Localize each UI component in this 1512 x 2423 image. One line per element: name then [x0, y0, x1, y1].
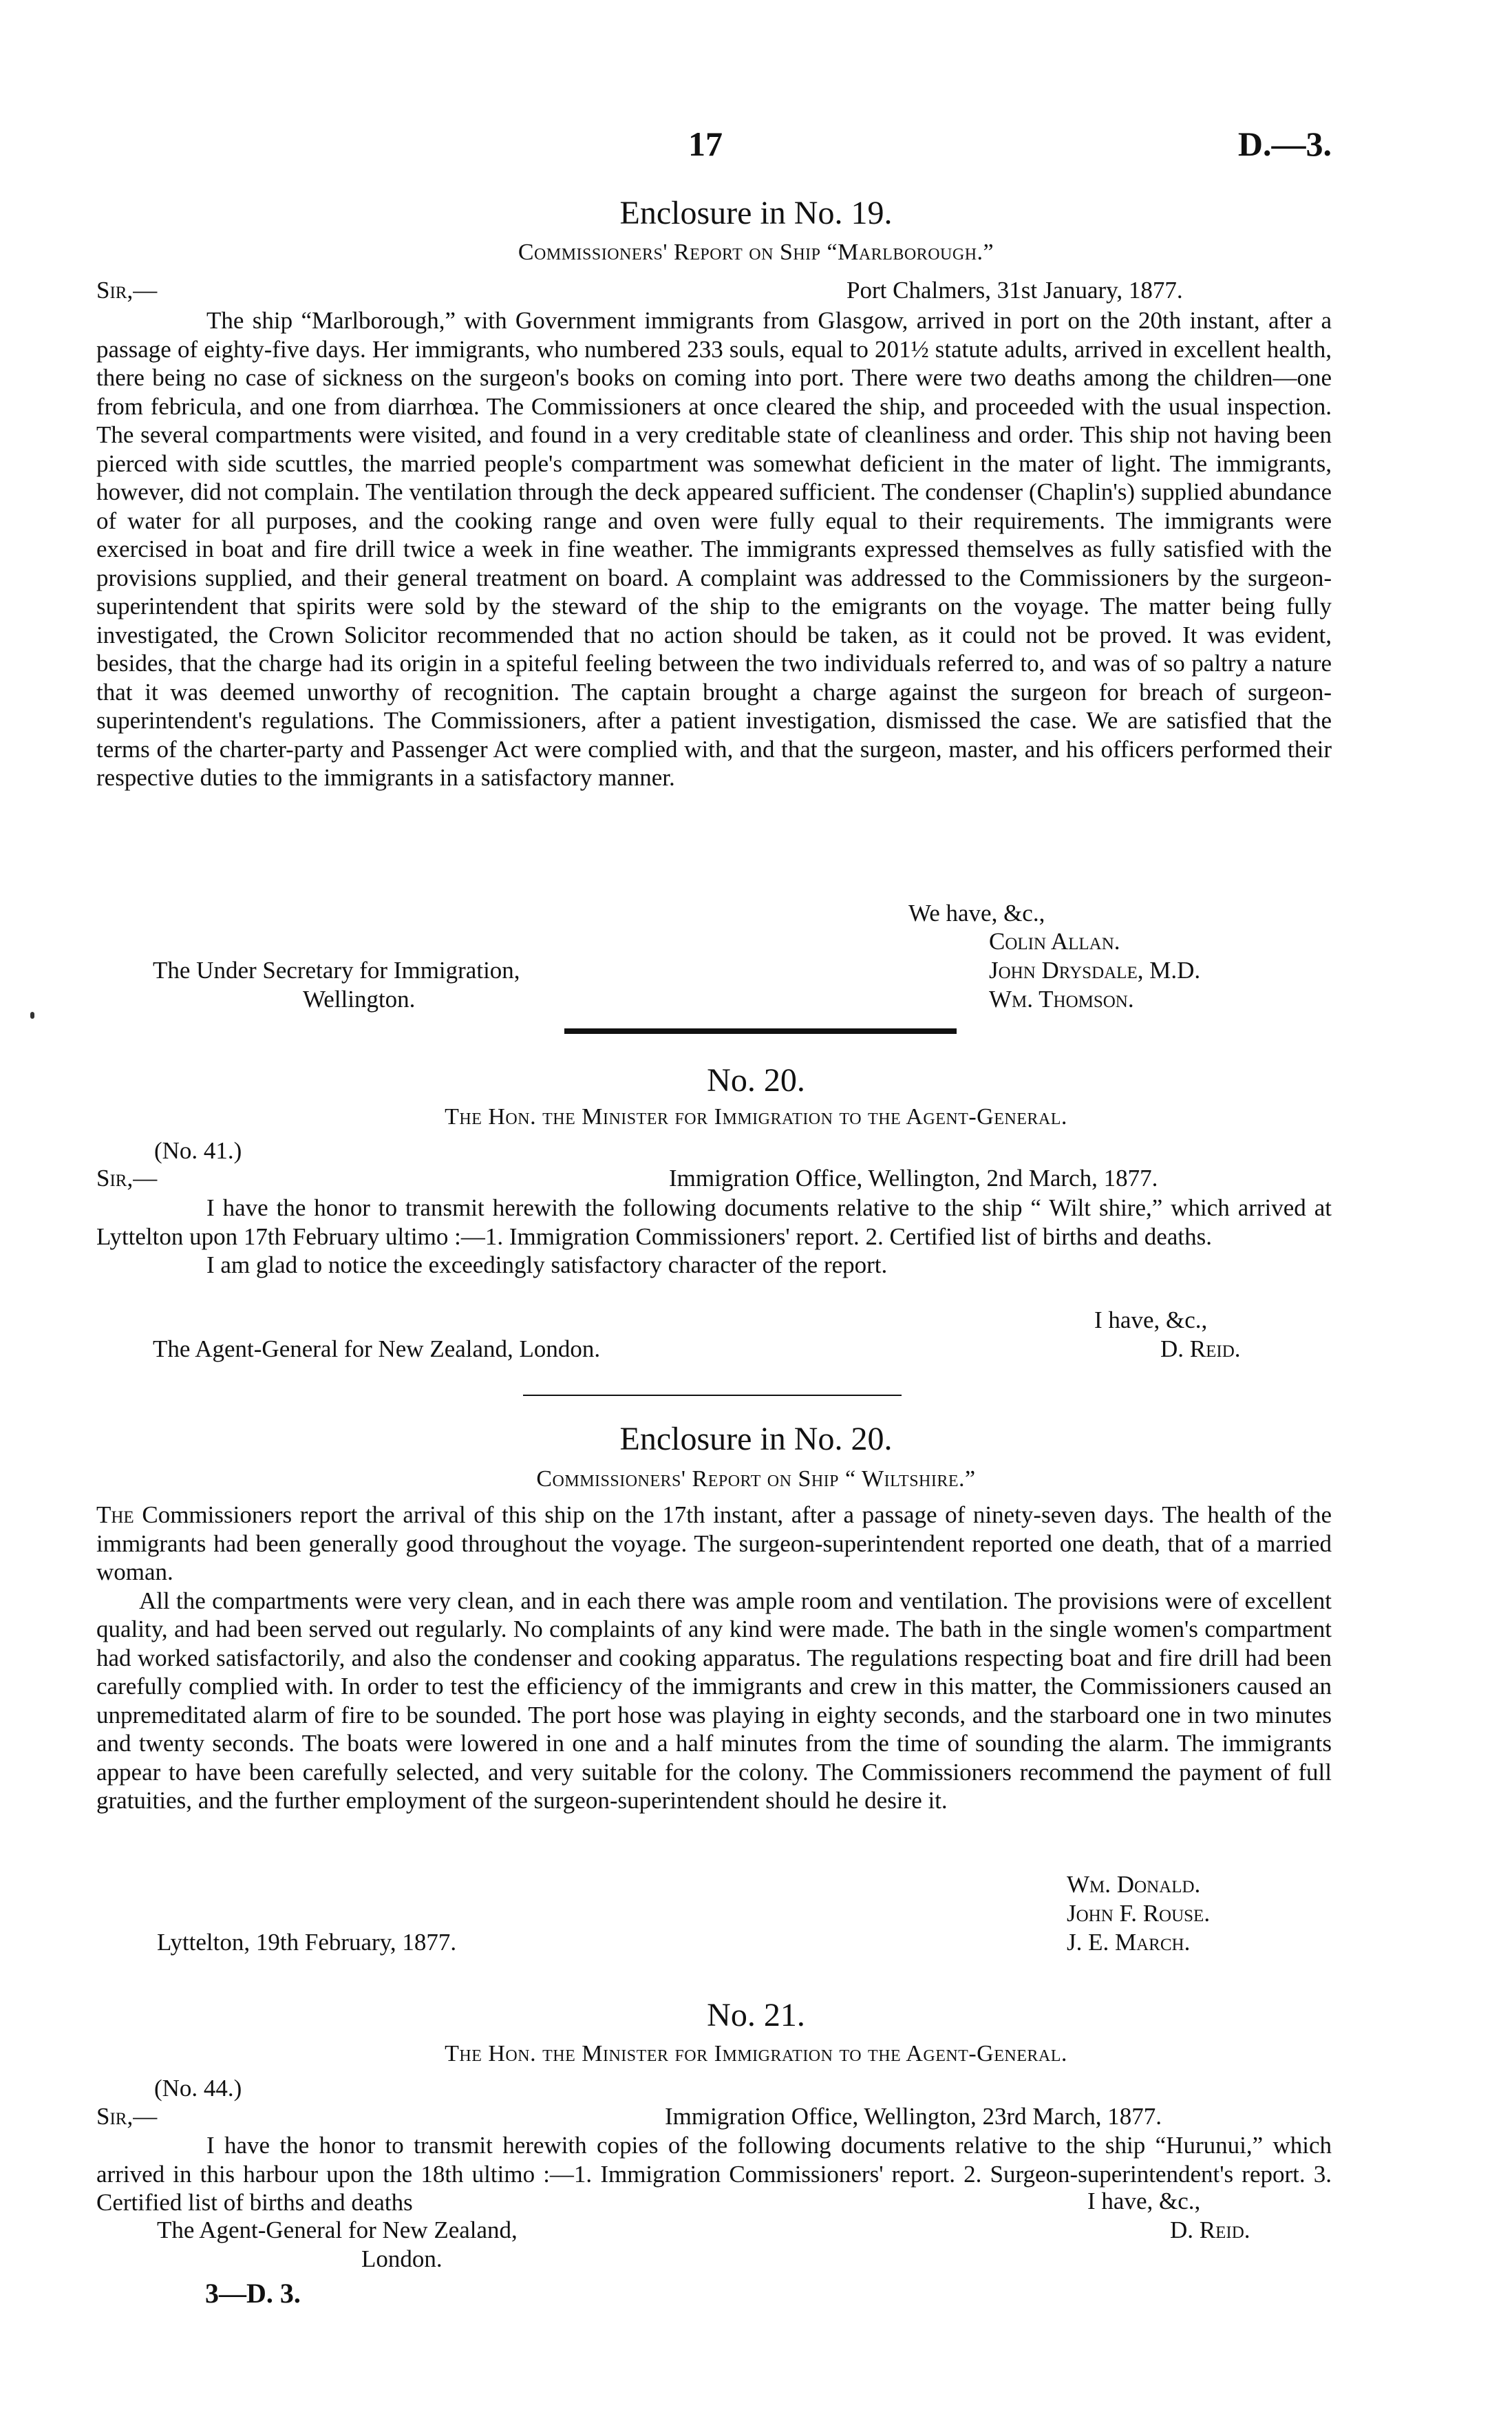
section1-closing: We have, &c., — [908, 900, 1045, 927]
section1-signatory-1: Colin Allan. — [989, 928, 1120, 955]
section3-signatory-2: John F. Rouse. — [1067, 1900, 1211, 1927]
section1-paragraph: The ship “Marlborough,” with Government immigrants from Glasgow, arrived in port on the 20th instant, after a passage of eighty-five days. Her immigrants, who numbered 233 souls, equal to 201½ statute adults, arrived in excellent health, there being no case of sickness on the surgeon's books on coming into port. There were two deaths among the children—one from febricula, and one from diarrhœa. The Commissioners at once cleared the ship, and proceeded with the usual inspection. The several compartments were visited, and found in a very creditable state of cleanliness and order. This ship not having been pierced with side scuttles, the married people's compartment was somewhat deficient in the mater of light. The immigrants, however, did not complain. The ventilation through the deck appeared sufficient. The condenser (Chaplin's) supplied abundance of water for all purposes, and the cooking range and oven were fully equal to their requirements. The immigrants were exercised in boat and fire drill twice a week in fine weather. The immigrants expressed themselves as fully satisfied with the provisions supplied, and their general treatment on board. A complaint was addressed to the Commissioners by the surgeon-superintendent that spirits were sold by the steward of the ship to the emigrants on the voyage. The matter being fully investigated, the Crown Solicitor recommended that no action should be taken, as it could not be proved. It was evident, besides, that the charge had its origin in a spiteful feeling between the two individuals referred to, and was of so paltry a nature that it was deemed unworthy of recognition. The captain brought a charge against the surgeon for breach of surgeon-superintendent's regulations. The Commissioners, after a patient investigation, dismissed the case. We are satisfied that the terms of the charter-party and Passenger Act were complied with, and that the surgeon, master, and his officers performed their respective duties to the immigrants in a satisfactory manner. — [96, 307, 1332, 791]
section2-title: No. 20. — [707, 1062, 805, 1099]
section2-closing: I have, &c., — [1094, 1306, 1208, 1333]
section4-paragraph: I have the honor to transmit herewith copies of the following documents relative to the ship “Hurunui,” which arrived in this harbour upon the 18th ultimo :—1. Immigration Commissioners' report. 2. Surgeon-superintendent's report. 3. Certified list of births and deaths — [96, 2132, 1332, 2216]
section1-addressee-line2: Wellington. — [303, 986, 416, 1013]
section3-paragraph-1 — [96, 1501, 1332, 1587]
section2-salutation: Sir,— — [96, 1165, 158, 1192]
section2-subtitle: The Hon. the Minister for Immigration to the Agent-General. — [445, 1104, 1067, 1130]
section1-salutation: Sir,— — [96, 277, 158, 304]
section1-place-date: Port Chalmers, 31st January, 1877. — [846, 277, 1183, 304]
section4-signatory: D. Reid. — [1170, 2216, 1250, 2243]
page-number: 17 — [688, 125, 723, 163]
section2-body — [96, 1194, 1332, 1280]
section4-salutation: Sir,— — [96, 2103, 158, 2130]
section3-title: Enclosure in No. 20. — [619, 1421, 893, 1457]
section2-paragraph-2: I am glad to notice the exceedingly satisfactory character of the report. — [206, 1251, 888, 1278]
signature-mark: 3—D. 3. — [205, 2278, 301, 2309]
section1-subtitle: Commissioners' Report on Ship “Marlborough.” — [518, 240, 994, 265]
section2-signatory: D. Reid. — [1160, 1335, 1241, 1362]
section4-place-date: Immigration Office, Wellington, 23rd March, 1877. — [665, 2103, 1162, 2130]
section3-paragraph-1-text: Commissioners report the arrival of this ship on the 17th instant, after a passage of ninety-seven days. The health of the immigrants had been generally good throughout the voyage. The surgeon-superintendent reported one death, that of a married woman. — [96, 1501, 1332, 1585]
section2-addressee: The Agent-General for New Zealand, London. — [153, 1335, 601, 1362]
section1-body — [96, 306, 1332, 792]
stray-mark — [30, 1012, 34, 1019]
section-divider-thin — [523, 1395, 902, 1396]
section3-subtitle: Commissioners' Report on Ship “ Wiltshire.” — [536, 1466, 976, 1492]
section3-body — [96, 1501, 1332, 1815]
section2-paragraph-1: I have the honor to transmit herewith the following documents relative to the ship “ Wilt shire,” which arrived at Lyttelton upon 17th February ultimo :—1. Immigration Commissioners' report. 2. Certified list of births and deaths. — [96, 1194, 1332, 1250]
section4-ref: (No. 44.) — [154, 2075, 242, 2102]
section3-signatory-1: Wm. Donald. — [1067, 1871, 1201, 1898]
section2-ref: (No. 41.) — [154, 1137, 242, 1164]
section4-title: No. 21. — [707, 1997, 805, 2033]
document-code: D.—3. — [1237, 125, 1332, 163]
section1-addressee-line1: The Under Secretary for Immigration, — [153, 957, 520, 984]
section3-paragraph-2: All the compartments were very clean, and in each there was ample room and ventilation. The provisions were of excellent quality, and had been served out regularly. No complaints of any kind were made. The bath in the single women's compartment had worked satisfactorily, and also the condenser and cooking apparatus. The regulations respecting boat and fire drill had been carefully complied with. In order to test the efficiency of the immigrants and crew in this matter, the Commissioners caused an unpremeditated alarm of fire to be sounded. The port hose was playing in eighty seconds, and the starboard one in two minutes and twenty seconds. The boats were lowered in one and a half minutes from the time of sounding the alarm. The immigrants appear to have been carefully selected, and very suitable for the colony. The Commissioners recommend the payment of full gratuities, and the further employment of the surgeon-superintendent should he desire it. — [96, 1587, 1332, 1814]
section-divider-thick — [564, 1028, 957, 1034]
section3-place-date: Lyttelton, 19th February, 1877. — [157, 1929, 457, 1956]
section3-signatory-3: J. E. March. — [1067, 1929, 1191, 1956]
section1-title: Enclosure in No. 19. — [619, 195, 893, 231]
section1-signatory-3: Wm. Thomson. — [989, 986, 1134, 1013]
section4-closing: I have, &c., — [1087, 2188, 1201, 2214]
section2-place-date: Immigration Office, Wellington, 2nd March, 1877. — [669, 1165, 1158, 1192]
section4-addressee-line2: London. — [361, 2245, 443, 2272]
section4-subtitle: The Hon. the Minister for Immigration to the Agent-General. — [445, 2041, 1067, 2066]
section4-addressee-line1: The Agent-General for New Zealand, — [157, 2216, 518, 2243]
section1-signatory-2: John Drysdale, M.D. — [989, 957, 1201, 984]
section3-lead-word: The — [96, 1501, 134, 1528]
